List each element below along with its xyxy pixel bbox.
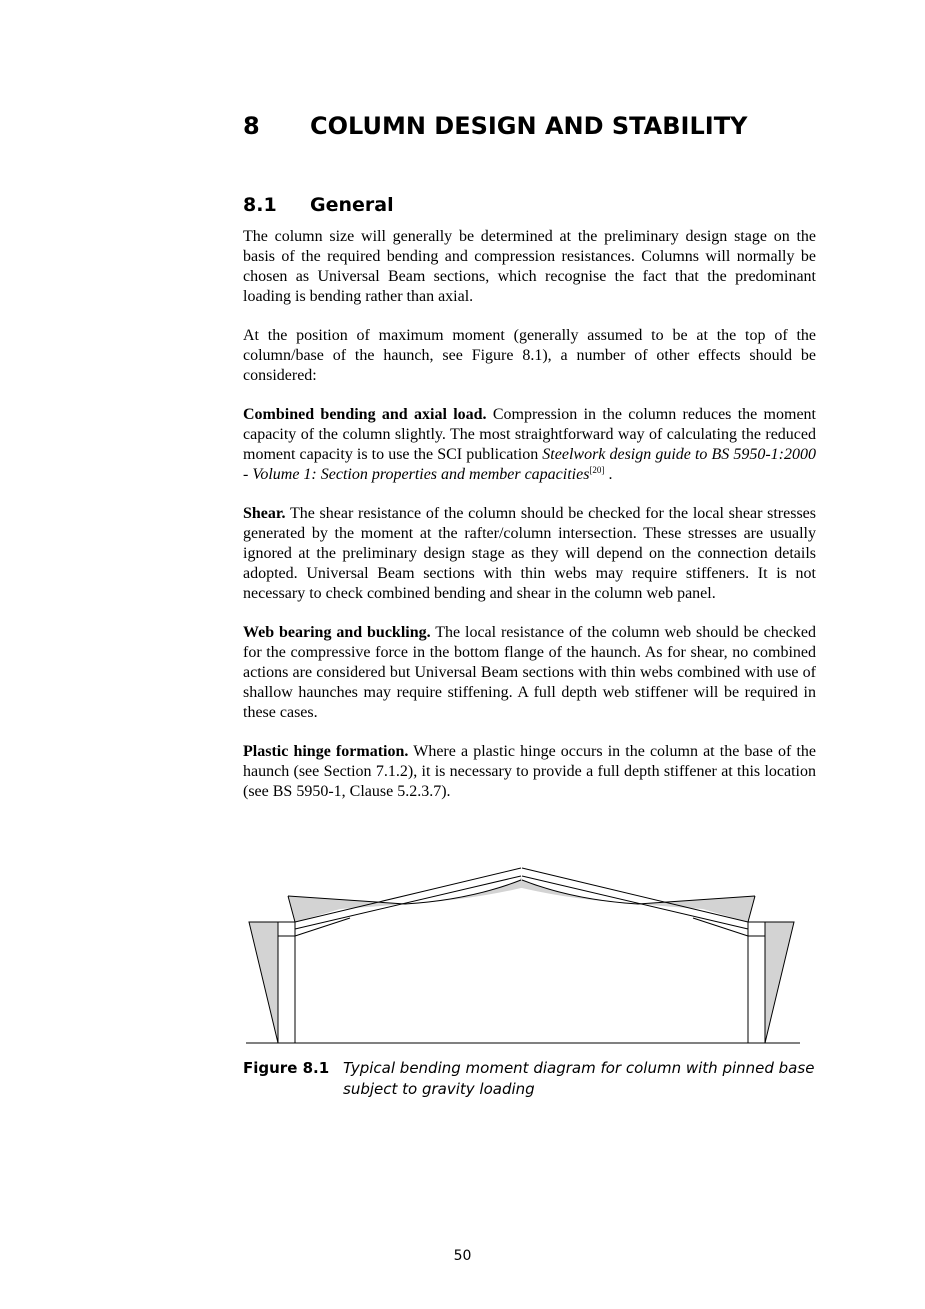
paragraph-text: The shear resistance of the column should be checked for the local shear stresses generated by the moment at the rafter/column intersection. These stresses are usually ignored at the preliminary design stage as they will depend on the connection details adopted. Universal Beam sections with thin webs may require stiffeners. It is not necessary to check combined bending and shear in the column web panel. [243, 505, 816, 602]
paragraph-maximum-moment: At the position of maximum moment (generally assumed to be at the top of the column/base of the haunch, see Figure 8.1), a number of other effects should be considered: [243, 327, 816, 384]
left-rafter-top [295, 868, 521, 922]
figure-label: Figure 8.1 [243, 1059, 330, 1077]
moment-fill-regions [249, 877, 794, 1043]
reference-number: [20] [589, 465, 605, 475]
publication-title: Steelwork design guide to BS 5950-1:2000 - Volume 1: Section properties and member capacities [243, 446, 817, 483]
chapter-number: 8 [243, 112, 260, 140]
paragraph-web-bearing [243, 623, 816, 723]
paragraph-text: The local resistance of the column web should be checked for the compressive force in the bottom flange of the haunch. As for shear, no combined actions are considered but Universal Beam sections with thin webs combined with use of shallow haunches may require stiffening. A full depth web stiffener will be required in these cases. [243, 624, 816, 721]
frame-members [246, 868, 800, 1043]
chapter-title: COLUMN DESIGN AND STABILITY [310, 112, 748, 140]
left-column [278, 922, 295, 1043]
paragraph-heading: Shear. [243, 505, 286, 522]
paragraph-text: Compression in the column reduces the moment capacity of the column slightly. The most straightforward way of calculating the reduced moment capacity is to use the SCI publication [243, 406, 816, 463]
right-rafter-top [522, 868, 748, 922]
paragraph-heading: Combined bending and axial load. [243, 406, 487, 423]
chapter-heading [243, 112, 747, 140]
paragraph-end: . [604, 466, 613, 483]
paragraph-column-size: The column size will generally be determined at the preliminary design stage on the basis of the required bending and compression resistances. Columns will normally be chosen as Universal Beam sections, which recognise the fact that the predominant loading is bending rather than axial. [243, 228, 816, 305]
right-column [748, 922, 765, 1043]
paragraph-heading: Web bearing and buckling. [243, 624, 431, 641]
section-number: 8.1 [243, 194, 277, 216]
figure-caption-text: Typical bending moment diagram for column with pinned base subject to gravity loading [343, 1059, 815, 1098]
paragraph-combined-bending [243, 405, 816, 485]
section-title: General [310, 194, 394, 216]
page-number: 50 [453, 1248, 472, 1264]
section-heading [243, 194, 394, 216]
figure-caption [243, 1058, 823, 1100]
body-text [243, 227, 816, 821]
paragraph-shear [243, 504, 816, 604]
paragraph-plastic-hinge [243, 742, 816, 802]
paragraph-text: Where a plastic hinge occurs in the column at the base of the haunch (see Section 7.1.2), it is necessary to provide a full depth stiffener at this location (see BS 5950-1, Clause 5.2.3.7). [243, 743, 817, 800]
paragraph-heading: Plastic hinge formation. [243, 743, 409, 760]
bending-moment-diagram [240, 860, 810, 1050]
